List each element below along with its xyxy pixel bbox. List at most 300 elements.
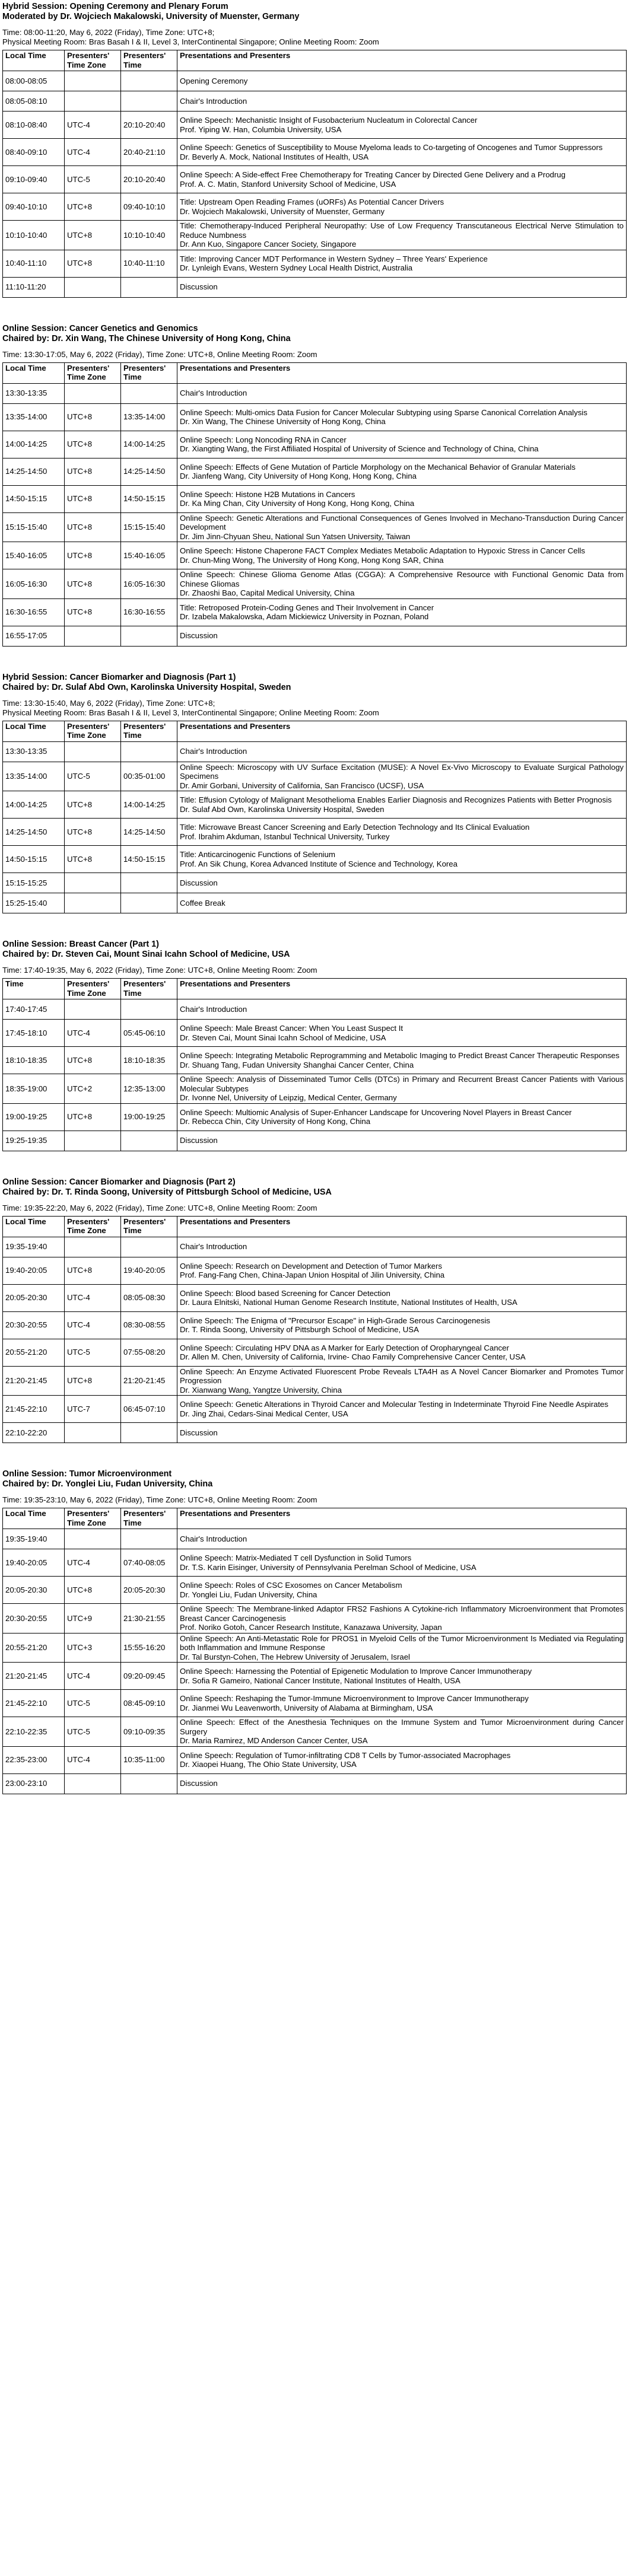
presenter-name: Dr. Chun-Ming Wong, The University of Hong Kong, Hong Kong SAR, China [180, 555, 444, 565]
presenter-name: Dr. Allen M. Chen, University of California, Irvine- Chao Family Comprehensive Cancer Center, USA [180, 1352, 526, 1361]
presenter-name: Dr. Jianfeng Wang, City University of Hong Kong, Hong Kong, China [180, 472, 417, 480]
presenter-timezone-cell: UTC+8 [65, 569, 121, 599]
presentation-title: Online Speech: Roles of CSC Exosomes on Cancer Metabolism [180, 1581, 402, 1590]
presenter-timezone-cell: UTC+8 [65, 1103, 121, 1131]
local-time-cell: 13:30-13:35 [3, 383, 65, 403]
presenter-timezone-cell [65, 1237, 121, 1257]
presenter-time-cell: 10:10-10:40 [121, 221, 177, 250]
presenter-timezone-cell: UTC+8 [65, 458, 121, 485]
table-row [3, 512, 627, 542]
presenter-time-cell: 13:35-14:00 [121, 403, 177, 431]
presenter-timezone-cell: UTC-4 [65, 1284, 121, 1311]
column-header: Presenters' Time Zone [65, 979, 121, 999]
presenter-time-cell [121, 1529, 177, 1549]
presentation-title: Chair's Introduction [180, 1242, 247, 1252]
presentation-title: Online Speech: Matrix-Mediated T cell Dysfunction in Solid Tumors [180, 1553, 412, 1562]
column-header: Presentations and Presenters [177, 362, 627, 383]
table-row [3, 873, 627, 893]
presenter-time-cell: 08:05-08:30 [121, 1284, 177, 1311]
session-chair: Chaired by: Dr. Steven Cai, Mount Sinai Icahn School of Medicine, USA [2, 950, 290, 959]
local-time-cell: 20:55-21:20 [3, 1633, 65, 1663]
presenter-name: Dr. Rebecca Chin, City University of Hong Kong, China [180, 1117, 371, 1126]
column-header: Presenters' Time [121, 362, 177, 383]
presenter-name: Dr. Wojciech Makalowski, University of Muenster, Germany [180, 206, 385, 216]
column-header: Presentations and Presenters [177, 1216, 627, 1237]
presentation-cell [177, 1311, 627, 1339]
local-time-cell: 19:25-19:35 [3, 1131, 65, 1151]
presentation-cell [177, 1549, 627, 1577]
presentation-cell [177, 741, 627, 762]
presentation-title: Chair's Introduction [180, 747, 247, 756]
presentation-cell [177, 431, 627, 458]
presentation-cell [177, 999, 627, 1020]
presentation-cell [177, 1020, 627, 1047]
column-header: Presentations and Presenters [177, 979, 627, 999]
presenter-timezone-cell: UTC+8 [65, 485, 121, 512]
presenter-timezone-cell: UTC+8 [65, 193, 121, 221]
presenter-time-cell: 15:15-15:40 [121, 512, 177, 542]
presentation-title: Title: Anticarcinogenic Functions of Selenium [180, 850, 335, 859]
presenter-time-cell: 15:40-16:05 [121, 542, 177, 569]
local-time-cell: 21:45-22:10 [3, 1396, 65, 1423]
presenter-timezone-cell: UTC-5 [65, 1717, 121, 1747]
presentation-cell [177, 1339, 627, 1366]
local-time-cell: 22:10-22:35 [3, 1717, 65, 1747]
schedule-table [2, 721, 627, 914]
presentation-cell [177, 1577, 627, 1604]
local-time-cell: 13:30-13:35 [3, 741, 65, 762]
session-block [2, 940, 627, 1151]
session-block [2, 1177, 627, 1444]
presentation-cell [177, 71, 627, 91]
local-time-cell: 20:05-20:30 [3, 1577, 65, 1604]
presentation-cell [177, 512, 627, 542]
presenter-timezone-cell: UTC+8 [65, 221, 121, 250]
presentation-cell [177, 91, 627, 112]
presentation-title: Online Speech: Effects of Gene Mutation of Particle Morphology on the Mechanical Behavior of Granular Materials [180, 462, 576, 472]
session-chair: Chaired by: Dr. Sulaf Abd Own, Karolinska University Hospital, Sweden [2, 682, 291, 692]
presentation-cell [177, 1604, 627, 1634]
session-chair: Chaired by: Dr. Xin Wang, The Chinese University of Hong Kong, China [2, 333, 291, 343]
local-time-cell: 15:15-15:25 [3, 873, 65, 893]
presenter-name: Dr. Lynleigh Evans, Western Sydney Local Health District, Australia [180, 263, 413, 272]
session-time-info: Time: 13:30-15:40, May 6, 2022 (Friday), Time Zone: UTC+8; [2, 698, 215, 708]
presenter-name: Dr. Ann Kuo, Singapore Cancer Society, Singapore [180, 240, 357, 249]
local-time-cell: 09:40-10:10 [3, 193, 65, 221]
presentation-title: Online Speech: Reshaping the Tumor-Immune Microenvironment to Improve Cancer Immunotherapy [180, 1694, 529, 1703]
presentation-title: Coffee Break [180, 898, 225, 908]
presentation-cell [177, 1663, 627, 1690]
schedule-table [2, 1216, 627, 1444]
presentation-title: Online Speech: Mechanistic Insight of Fusobacterium Nucleatum in Colorectal Cancer [180, 116, 478, 125]
local-time-cell: 22:35-23:00 [3, 1746, 65, 1773]
table-row [3, 1020, 627, 1047]
presentation-cell [177, 1257, 627, 1284]
presenter-time-cell: 10:40-11:10 [121, 250, 177, 277]
table-row [3, 277, 627, 297]
local-time-cell: 16:30-16:55 [3, 598, 65, 626]
presentation-cell [177, 139, 627, 166]
presentation-cell [177, 383, 627, 403]
presenter-name: Dr. T.S. Karin Eisinger, University of Pennsylvania Perelman School of Medicine, USA [180, 1562, 476, 1572]
column-header: Presenters' Time Zone [65, 50, 121, 71]
presenter-time-cell: 09:20-09:45 [121, 1663, 177, 1690]
presentation-title: Online Speech: An Enzyme Activated Fluorescent Probe Reveals LTA4H as A Novel Cancer Biomarker and Promotes Tumor Progression [180, 1367, 624, 1385]
table-row [3, 1131, 627, 1151]
presentation-cell [177, 626, 627, 646]
presenter-time-cell: 14:00-14:25 [121, 431, 177, 458]
table-row [3, 1237, 627, 1257]
presenter-timezone-cell: UTC-5 [65, 166, 121, 193]
local-time-cell: 19:00-19:25 [3, 1103, 65, 1131]
presenter-time-cell: 14:25-14:50 [121, 458, 177, 485]
table-row [3, 598, 627, 626]
presenter-time-cell: 18:10-18:35 [121, 1047, 177, 1074]
presenter-time-cell [121, 999, 177, 1020]
local-time-cell: 15:25-15:40 [3, 893, 65, 913]
presentation-cell [177, 762, 627, 791]
presentation-title: Online Speech: Histone Chaperone FACT Complex Mediates Metabolic Adaptation to Hypoxic Stress in Cancer Cells [180, 546, 585, 555]
presentation-title: Online Speech: Male Breast Cancer: When You Least Suspect It [180, 1024, 404, 1033]
schedule-table [2, 1508, 627, 1794]
presenter-time-cell: 09:10-09:35 [121, 1717, 177, 1747]
table-row [3, 458, 627, 485]
column-header: Presenters' Time [121, 1508, 177, 1529]
presenter-timezone-cell: UTC+8 [65, 542, 121, 569]
table-row [3, 139, 627, 166]
presentation-cell [177, 819, 627, 846]
table-row [3, 403, 627, 431]
presenter-timezone-cell [65, 277, 121, 297]
local-time-cell: 19:35-19:40 [3, 1237, 65, 1257]
column-header: Local Time [3, 362, 65, 383]
presenter-timezone-cell: UTC+8 [65, 1047, 121, 1074]
presenter-timezone-cell: UTC+8 [65, 791, 121, 819]
column-header: Local Time [3, 721, 65, 741]
presenter-time-cell: 08:30-08:55 [121, 1311, 177, 1339]
presentation-title: Title: Chemotherapy-Induced Peripheral Neuropathy: Use of Low Frequency Transcutaneous Electrical Nerve Stimulation to Reduce Numbness [180, 221, 624, 240]
column-header: Local Time [3, 1508, 65, 1529]
presentation-title: Title: Improving Cancer MDT Performance in Western Sydney – Three Years' Experience [180, 254, 488, 263]
column-header: Presenters' Time [121, 979, 177, 999]
presenter-time-cell: 10:35-11:00 [121, 1746, 177, 1773]
table-header-row [3, 50, 627, 71]
presenter-timezone-cell: UTC+2 [65, 1074, 121, 1104]
session-time-info: Time: 19:35-22:20, May 6, 2022 (Friday), Time Zone: UTC+8, Online Meeting Room: Zoom [2, 1203, 317, 1212]
presenter-time-cell: 06:45-07:10 [121, 1396, 177, 1423]
presentation-cell [177, 166, 627, 193]
presenter-name: Dr. T. Rinda Soong, University of Pittsburgh School of Medicine, USA [180, 1325, 419, 1334]
presenter-time-cell [121, 71, 177, 91]
presentation-title: Online Speech: Harnessing the Potential of Epigenetic Modulation to Improve Cancer Immunotherapy [180, 1667, 532, 1676]
presentation-cell [177, 1717, 627, 1747]
column-header: Presenters' Time Zone [65, 1508, 121, 1529]
session-time-info: Physical Meeting Room: Bras Basah I & II, Level 3, InterContinental Singapore; Online Meeting Room: Zoom [2, 37, 379, 46]
local-time-cell: 21:20-21:45 [3, 1663, 65, 1690]
presentation-cell [177, 250, 627, 277]
presentation-title: Online Speech: Genetic Alterations and Functional Consequences of Genes Involved in Mechano-Transduction During Cancer Development [180, 513, 624, 531]
presentation-cell [177, 873, 627, 893]
session-time-info: Time: 19:35-23:10, May 6, 2022 (Friday), Time Zone: UTC+8, Online Meeting Room: Zoom [2, 1495, 317, 1504]
presenter-name: Dr. Ka Ming Chan, City University of Hong Kong, Hong Kong, China [180, 499, 415, 508]
table-row [3, 999, 627, 1020]
table-row [3, 485, 627, 512]
local-time-cell: 15:15-15:40 [3, 512, 65, 542]
presenter-time-cell [121, 277, 177, 297]
table-row [3, 112, 627, 139]
presentation-title: Online Speech: A Side-effect Free Chemotherapy for Treating Cancer by Directed Gene Delivery and a Prodrug [180, 170, 566, 179]
local-time-cell: 14:25-14:50 [3, 458, 65, 485]
presenter-time-cell [121, 1773, 177, 1794]
local-time-cell: 20:05-20:30 [3, 1284, 65, 1311]
presenter-timezone-cell: UTC+8 [65, 431, 121, 458]
column-header: Local Time [3, 1216, 65, 1237]
presentation-cell [177, 485, 627, 512]
table-row [3, 1284, 627, 1311]
table-row [3, 1339, 627, 1366]
table-row [3, 1549, 627, 1577]
presentation-cell [177, 1633, 627, 1663]
presenter-timezone-cell: UTC+8 [65, 403, 121, 431]
presentation-cell [177, 1773, 627, 1794]
presentation-title: Discussion [180, 1779, 218, 1788]
presentation-title: Title: Microwave Breast Cancer Screening and Early Detection Technology and Its Clinical Evaluation [180, 823, 530, 832]
session-title: Hybrid Session: Opening Ceremony and Plenary Forum [2, 2, 228, 11]
presentation-title: Discussion [180, 631, 218, 641]
presenter-time-cell: 21:30-21:55 [121, 1604, 177, 1634]
presentation-title: Online Speech: The Membrane-linked Adaptor FRS2 Fashions A Cytokine-rich Inflammatory Microenvironment that Promotes Breast Cancer Carcinogenesis [180, 1604, 624, 1623]
presenter-time-cell: 07:55-08:20 [121, 1339, 177, 1366]
presenter-name: Dr. Amir Gorbani, University of California, San Francisco (UCSF), USA [180, 781, 424, 790]
local-time-cell: 17:45-18:10 [3, 1020, 65, 1047]
presentation-title: Online Speech: The Enigma of "Precursor Escape" in High-Grade Serous Carcinogenesis [180, 1316, 490, 1325]
presenter-time-cell: 16:05-16:30 [121, 569, 177, 599]
presentation-title: Discussion [180, 878, 218, 887]
table-row [3, 1074, 627, 1104]
column-header: Presentations and Presenters [177, 50, 627, 71]
presenter-timezone-cell [65, 741, 121, 762]
local-time-cell: 08:00-08:05 [3, 71, 65, 91]
presenter-timezone-cell: UTC+8 [65, 598, 121, 626]
table-row [3, 431, 627, 458]
presentation-cell [177, 1074, 627, 1104]
session-time-info: Time: 13:30-17:05, May 6, 2022 (Friday), Time Zone: UTC+8, Online Meeting Room: Zoom [2, 349, 317, 359]
local-time-cell: 11:10-11:20 [3, 277, 65, 297]
presenter-time-cell: 05:45-06:10 [121, 1020, 177, 1047]
local-time-cell: 14:00-14:25 [3, 431, 65, 458]
presenter-timezone-cell: UTC+8 [65, 846, 121, 873]
presentation-title: Online Speech: Research on Development and Detection of Tumor Markers [180, 1261, 443, 1271]
presentation-cell [177, 403, 627, 431]
local-time-cell: 18:35-19:00 [3, 1074, 65, 1104]
presentation-title: Online Speech: An Anti-Metastatic Role for PROS1 in Myeloid Cells of the Tumor Microenvironment Is Mediated via Regulating both Inflammation and Immune Response [180, 1634, 624, 1652]
session-time-info: Physical Meeting Room: Bras Basah I & II, Level 3, InterContinental Singapore; Online Meeting Room: Zoom [2, 708, 379, 717]
presentation-title: Online Speech: Multi-omics Data Fusion for Cancer Molecular Subtyping using Sparse Canonical Correlation Analysis [180, 407, 587, 417]
presenter-time-cell [121, 893, 177, 913]
presenter-timezone-cell: UTC-5 [65, 1339, 121, 1366]
presentation-title: Opening Ceremony [180, 76, 248, 85]
presentation-title: Discussion [180, 1136, 218, 1145]
presentation-cell [177, 1131, 627, 1151]
table-header-row [3, 362, 627, 383]
presenter-name: Dr. Xiaopei Huang, The Ohio State University, USA [180, 1760, 357, 1769]
table-row [3, 1529, 627, 1549]
presenter-timezone-cell [65, 1773, 121, 1794]
session-time-info: Time: 08:00-11:20, May 6, 2022 (Friday), Time Zone: UTC+8; [2, 28, 215, 37]
local-time-cell: 22:10-22:20 [3, 1423, 65, 1443]
presenter-name: Dr. Jim Jinn-Chyuan Sheu, National Sun Yatsen University, Taiwan [180, 531, 411, 541]
presentation-title: Title: Retroposed Protein-Coding Genes and Their Involvement in Cancer [180, 603, 434, 612]
session-block [2, 673, 627, 914]
column-header: Presenters' Time Zone [65, 1216, 121, 1237]
presentation-cell [177, 1529, 627, 1549]
session-title: Online Session: Tumor Microenvironment [2, 1469, 172, 1479]
presenter-time-cell: 09:40-10:10 [121, 193, 177, 221]
presentation-title: Online Speech: Blood based Screening for Cancer Detection [180, 1288, 390, 1298]
presenter-name: Dr. Sulaf Abd Own, Karolinska University Hospital, Sweden [180, 804, 385, 814]
table-row [3, 1633, 627, 1663]
presentation-title: Title: Upstream Open Reading Frames (uORFs) As Potential Cancer Drivers [180, 198, 444, 206]
presenter-name: Prof. A. C. Matin, Stanford University School of Medicine, USA [180, 179, 396, 189]
presentation-cell [177, 1047, 627, 1074]
session-chair: Moderated by Dr. Wojciech Makalowski, University of Muenster, Germany [2, 12, 300, 21]
presenter-timezone-cell [65, 1529, 121, 1549]
table-header-row [3, 1216, 627, 1237]
table-row [3, 1047, 627, 1074]
presenter-timezone-cell: UTC-4 [65, 1020, 121, 1047]
presentation-title: Online Speech: Histone H2B Mutations in Cancers [180, 489, 355, 499]
presentation-cell [177, 1423, 627, 1443]
presentation-title: Online Speech: Genetic Alterations in Thyroid Cancer and Molecular Testing in Indeterminate Thyroid Fine Needle Aspirates [180, 1400, 609, 1409]
local-time-cell: 16:05-16:30 [3, 569, 65, 599]
presenter-time-cell: 16:30-16:55 [121, 598, 177, 626]
presenter-timezone-cell: UTC+8 [65, 1577, 121, 1604]
presenter-timezone-cell: UTC+8 [65, 819, 121, 846]
presenter-time-cell [121, 741, 177, 762]
presenter-name: Dr. Xin Wang, The Chinese University of Hong Kong, China [180, 417, 386, 426]
presenter-timezone-cell: UTC-5 [65, 1690, 121, 1717]
presenter-timezone-cell [65, 383, 121, 403]
presentation-cell [177, 1690, 627, 1717]
table-row [3, 1311, 627, 1339]
presenter-timezone-cell: UTC-4 [65, 1311, 121, 1339]
presenter-name: Dr. Maria Ramirez, MD Anderson Cancer Center, USA [180, 1736, 368, 1745]
presentation-cell [177, 542, 627, 569]
table-row [3, 1366, 627, 1396]
presentation-cell [177, 791, 627, 819]
table-row [3, 250, 627, 277]
presenter-timezone-cell: UTC+9 [65, 1604, 121, 1634]
column-header: Presentations and Presenters [177, 1508, 627, 1529]
presentation-cell [177, 1284, 627, 1311]
presenter-time-cell: 07:40-08:05 [121, 1549, 177, 1577]
presenter-timezone-cell [65, 873, 121, 893]
presentation-title: Online Speech: Effect of the Anesthesia Techniques on the Immune System and Tumor Microenvironment during Cancer Surgery [180, 1718, 624, 1736]
presentation-cell [177, 221, 627, 250]
presenter-name: Dr. Jing Zhai, Cedars-Sinai Medical Center, USA [180, 1409, 348, 1418]
table-row [3, 71, 627, 91]
presenter-name: Dr. Xianwang Wang, Yangtze University, China [180, 1385, 342, 1394]
local-time-cell: 14:25-14:50 [3, 819, 65, 846]
table-row [3, 221, 627, 250]
presenter-time-cell: 20:10-20:40 [121, 166, 177, 193]
presenter-time-cell: 20:10-20:40 [121, 112, 177, 139]
table-row [3, 1717, 627, 1747]
presenter-timezone-cell [65, 71, 121, 91]
presentation-cell [177, 1746, 627, 1773]
presenter-time-cell: 21:20-21:45 [121, 1366, 177, 1396]
presentation-cell [177, 893, 627, 913]
table-row [3, 91, 627, 112]
presenter-time-cell: 14:00-14:25 [121, 791, 177, 819]
presentation-cell [177, 1396, 627, 1423]
presenter-timezone-cell: UTC+8 [65, 250, 121, 277]
session-time-info: Time: 17:40-19:35, May 6, 2022 (Friday), Time Zone: UTC+8, Online Meeting Room: Zoom [2, 966, 317, 975]
column-header: Presenters' Time [121, 50, 177, 71]
presenter-name: Dr. Beverly A. Mock, National Institutes of Health, USA [180, 152, 369, 161]
table-row [3, 1257, 627, 1284]
presenter-name: Dr. Sofia R Gameiro, National Cancer Institute, National Institutes of Health, USA [180, 1676, 460, 1685]
table-header-row [3, 721, 627, 741]
column-header: Presenters' Time Zone [65, 362, 121, 383]
presenter-time-cell: 20:05-20:30 [121, 1577, 177, 1604]
presenter-name: Dr. Zhaoshi Bao, Capital Medical University, China [180, 588, 355, 597]
presenter-timezone-cell: UTC-4 [65, 1663, 121, 1690]
presentation-title: Online Speech: Regulation of Tumor-infiltrating CD8 T Cells by Tumor-associated Macrophages [180, 1750, 511, 1760]
presenter-timezone-cell [65, 893, 121, 913]
table-row [3, 741, 627, 762]
table-row [3, 1690, 627, 1717]
local-time-cell: 19:40-20:05 [3, 1549, 65, 1577]
presenter-name: Prof. Noriko Gotoh, Cancer Research Institute, Kanazawa University, Japan [180, 1623, 442, 1632]
presentation-cell [177, 112, 627, 139]
table-row [3, 819, 627, 846]
table-row [3, 1577, 627, 1604]
table-row [3, 1746, 627, 1773]
local-time-cell: 14:50-15:15 [3, 485, 65, 512]
local-time-cell: 20:55-21:20 [3, 1339, 65, 1366]
table-row [3, 1663, 627, 1690]
presenter-name: Prof. Ibrahim Akduman, Istanbul Technical University, Turkey [180, 832, 390, 841]
presenter-timezone-cell [65, 1423, 121, 1443]
table-row [3, 846, 627, 873]
presenter-name: Dr. Izabela Makalowska, Adam Mickiewicz University in Poznan, Poland [180, 612, 429, 621]
presenter-time-cell: 12:35-13:00 [121, 1074, 177, 1104]
presenter-time-cell: 19:40-20:05 [121, 1257, 177, 1284]
table-row [3, 569, 627, 599]
local-time-cell: 19:40-20:05 [3, 1257, 65, 1284]
presenter-timezone-cell: UTC+8 [65, 1366, 121, 1396]
presenter-timezone-cell: UTC+8 [65, 1257, 121, 1284]
presenter-name: Dr. Xiangting Wang, the First Affiliated Hospital of University of Science and Technology of China, China [180, 444, 539, 453]
presenter-time-cell: 14:25-14:50 [121, 819, 177, 846]
schedule-table [2, 978, 627, 1151]
presenter-name: Prof. An Sik Chung, Korea Advanced Institute of Science and Technology, Korea [180, 859, 458, 868]
presentation-title: Title: Effusion Cytology of Malignant Mesothelioma Enables Earlier Diagnosis and Recognizes Patients with Better Prognosis [180, 795, 612, 804]
presentation-title: Online Speech: Microscopy with UV Surface Excitation (MUSE): A Novel Ex-Vivo Microscopy to Evaluate Surgical Pathology Specimens [180, 762, 624, 781]
presenter-name: Dr. Tal Burstyn-Cohen, The Hebrew University of Jerusalem, Israel [180, 1652, 410, 1661]
table-row [3, 1103, 627, 1131]
local-time-cell: 20:30-20:55 [3, 1311, 65, 1339]
session-block [2, 1469, 627, 1794]
local-time-cell: 17:40-17:45 [3, 999, 65, 1020]
presenter-name: Dr. Shuang Tang, Fudan University Shanghai Cancer Center, China [180, 1060, 414, 1069]
presenter-timezone-cell: UTC-4 [65, 112, 121, 139]
table-header-row [3, 1508, 627, 1529]
presenter-name: Prof. Yiping W. Han, Columbia University, USA [180, 125, 342, 134]
presentation-title: Online Speech: Analysis of Disseminated Tumor Cells (DTCs) in Primary and Recurrent Breast Cancer Patients with Various Molecular Subtypes [180, 1075, 624, 1093]
presentation-title: Chair's Introduction [180, 1004, 247, 1014]
